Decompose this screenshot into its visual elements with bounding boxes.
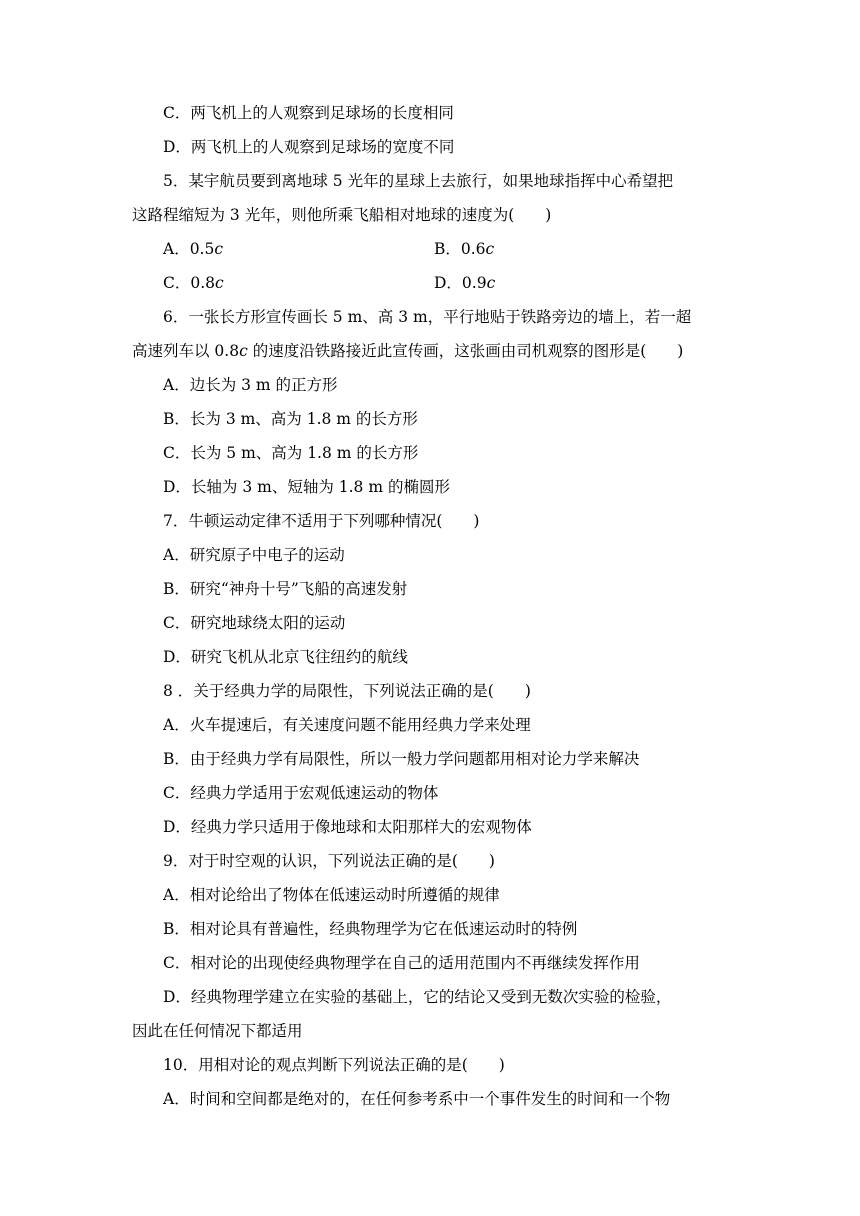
q5-option-d: D．0.9c: [434, 274, 496, 292]
q6-option-a: A．边长为 3 m 的正方形: [163, 376, 338, 394]
q6-option-b: B．长为 3 m、高为 1.8 m 的长方形: [163, 410, 418, 428]
q6-option-d: D．长轴为 3 m、短轴为 1.8 m 的椭圆形: [163, 478, 450, 496]
q4-option-d: D．两飞机上的人观察到足球场的宽度不同: [163, 138, 455, 156]
q7-option-b: B．研究“神舟十号”飞船的高速发射: [163, 580, 408, 598]
q7-option-c: C．研究地球绕太阳的运动: [163, 614, 346, 632]
q7-option-d: D．研究飞机从北京飞往纽约的航线: [163, 648, 408, 666]
q9-option-b: B．相对论具有普遍性，经典物理学为它在低速运动时的特例: [163, 920, 578, 938]
q5-option-b: B．0.6c: [434, 240, 495, 258]
q9-option-d-line2: 因此在任何情况下都适用: [132, 1022, 303, 1040]
q8-option-a: A．火车提速后，有关速度问题不能用经典力学来处理: [163, 716, 531, 734]
q10-option-a-line1: A．时间和空间都是绝对的，在任何参考系中一个事件发生的时间和一个物: [163, 1090, 671, 1108]
q8-option-c: C．经典力学适用于宏观低速运动的物体: [163, 784, 439, 802]
q8-option-b: B．由于经典力学有局限性，所以一般力学问题都用相对论力学来解决: [163, 750, 640, 768]
q8-stem: 8 ．关于经典力学的局限性，下列说法正确的是( ): [163, 682, 531, 700]
q6-stem-line2: 高速列车以 0.8c 的速度沿铁路接近此宣传画，这张画由司机观察的图形是( ): [132, 342, 684, 360]
q6-option-c: C．长为 5 m、高为 1.8 m 的长方形: [163, 444, 419, 462]
q5-option-c: C．0.8c: [163, 274, 224, 292]
q5-option-a: A．0.5c: [163, 240, 224, 258]
q9-stem: 9．对于时空观的认识，下列说法正确的是( ): [163, 852, 495, 870]
q6-stem-line1: 6．一张长方形宣传画长 5 m、高 3 m，平行地贴于铁路旁边的墙上，若一超: [163, 308, 692, 326]
q10-stem: 10．用相对论的观点判断下列说法正确的是( ): [163, 1056, 505, 1074]
q5-stem-line2: 这路程缩短为 3 光年，则他所乘飞船相对地球的速度为( ): [132, 206, 552, 224]
q5-stem-line1: 5．某宇航员要到离地球 5 光年的星球上去旅行，如果地球指挥中心希望把: [163, 172, 674, 190]
q9-option-a: A．相对论给出了物体在低速运动时所遵循的规律: [163, 886, 500, 904]
q7-option-a: A．研究原子中电子的运动: [163, 546, 345, 564]
q8-option-d: D．经典力学只适用于像地球和太阳那样大的宏观物体: [163, 818, 532, 836]
q4-option-c: C．两飞机上的人观察到足球场的长度相同: [163, 104, 454, 122]
q9-option-d-line1: D．经典物理学建立在实验的基础上，它的结论又受到无数次实验的检验，: [163, 988, 672, 1006]
q7-stem: 7．牛顿运动定律不适用于下列哪种情况( ): [163, 512, 480, 530]
q9-option-c: C．相对论的出现使经典物理学在自己的适用范围内不再继续发挥作用: [163, 954, 640, 972]
